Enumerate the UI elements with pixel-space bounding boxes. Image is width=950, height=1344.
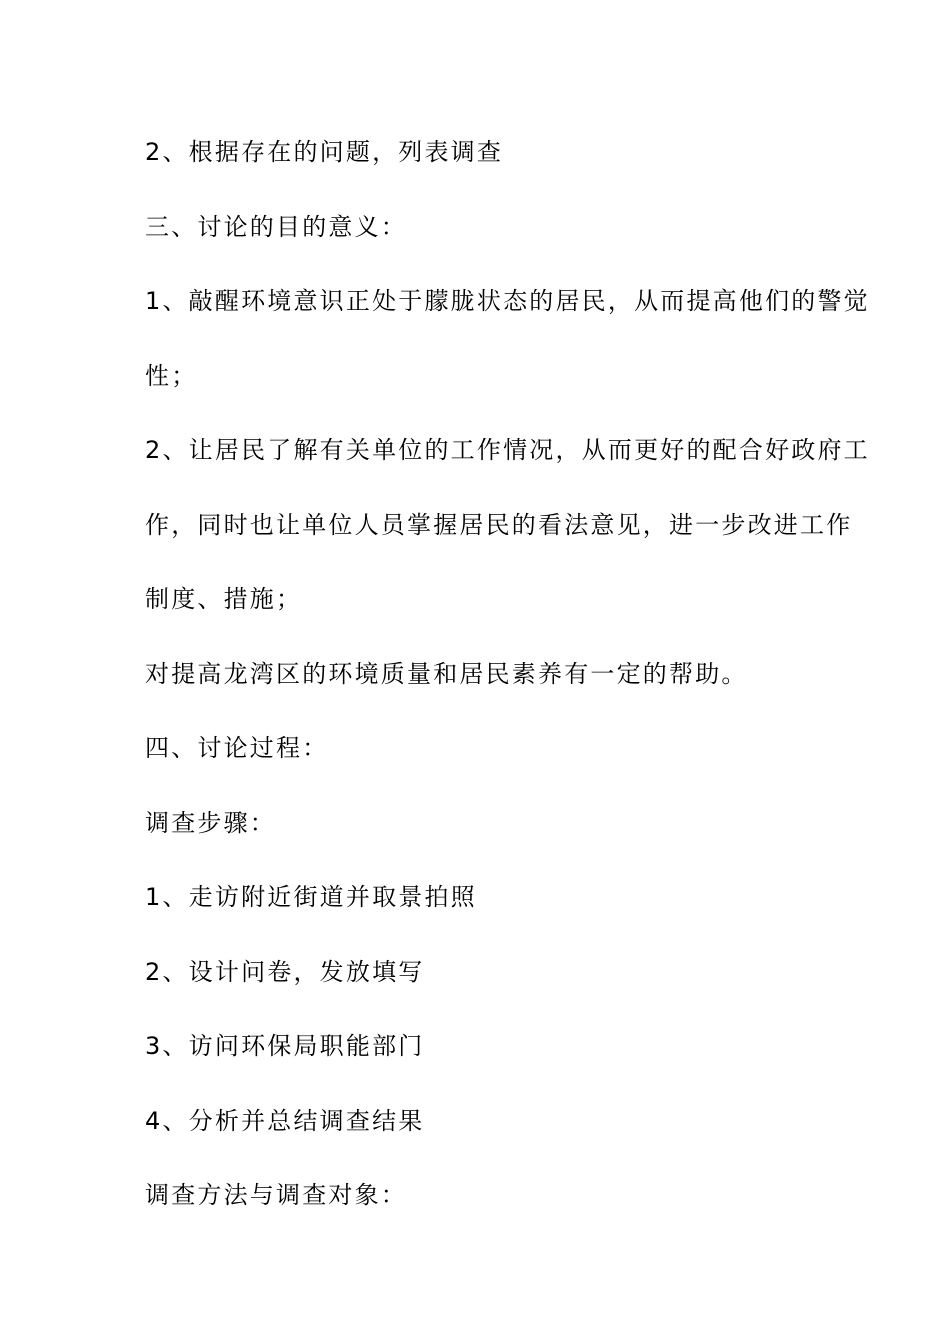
list-item: 1、走访附近街道并取景拍照 [145, 883, 477, 911]
list-item: 4、分析并总结调查结果 [145, 1107, 425, 1135]
text-line: 1、敲醒环境意识正处于朦胧状态的居民，从而提高他们的警觉 [145, 287, 870, 315]
list-item: 2、设计问卷，发放填写 [145, 958, 425, 986]
section-heading: 三、讨论的目的意义： [145, 213, 407, 241]
list-item: 3、访问环保局职能部门 [145, 1032, 425, 1060]
subheading: 调查步骤： [145, 809, 276, 837]
text-line: 2、让居民了解有关单位的工作情况，从而更好的配合好政府工 [145, 436, 870, 464]
text-line: 制度、措施； [145, 585, 303, 613]
section-heading: 四、讨论过程： [145, 734, 329, 762]
text-line: 2、根据存在的问题，列表调查 [145, 138, 504, 166]
text-line: 对提高龙湾区的环境质量和居民素养有一定的帮助。 [145, 660, 748, 688]
text-line: 作，同时也让单位人员掌握居民的看法意见，进一步改进工作 [145, 511, 853, 539]
subheading: 调查方法与调查对象： [145, 1181, 407, 1209]
text-line: 性； [145, 362, 198, 390]
